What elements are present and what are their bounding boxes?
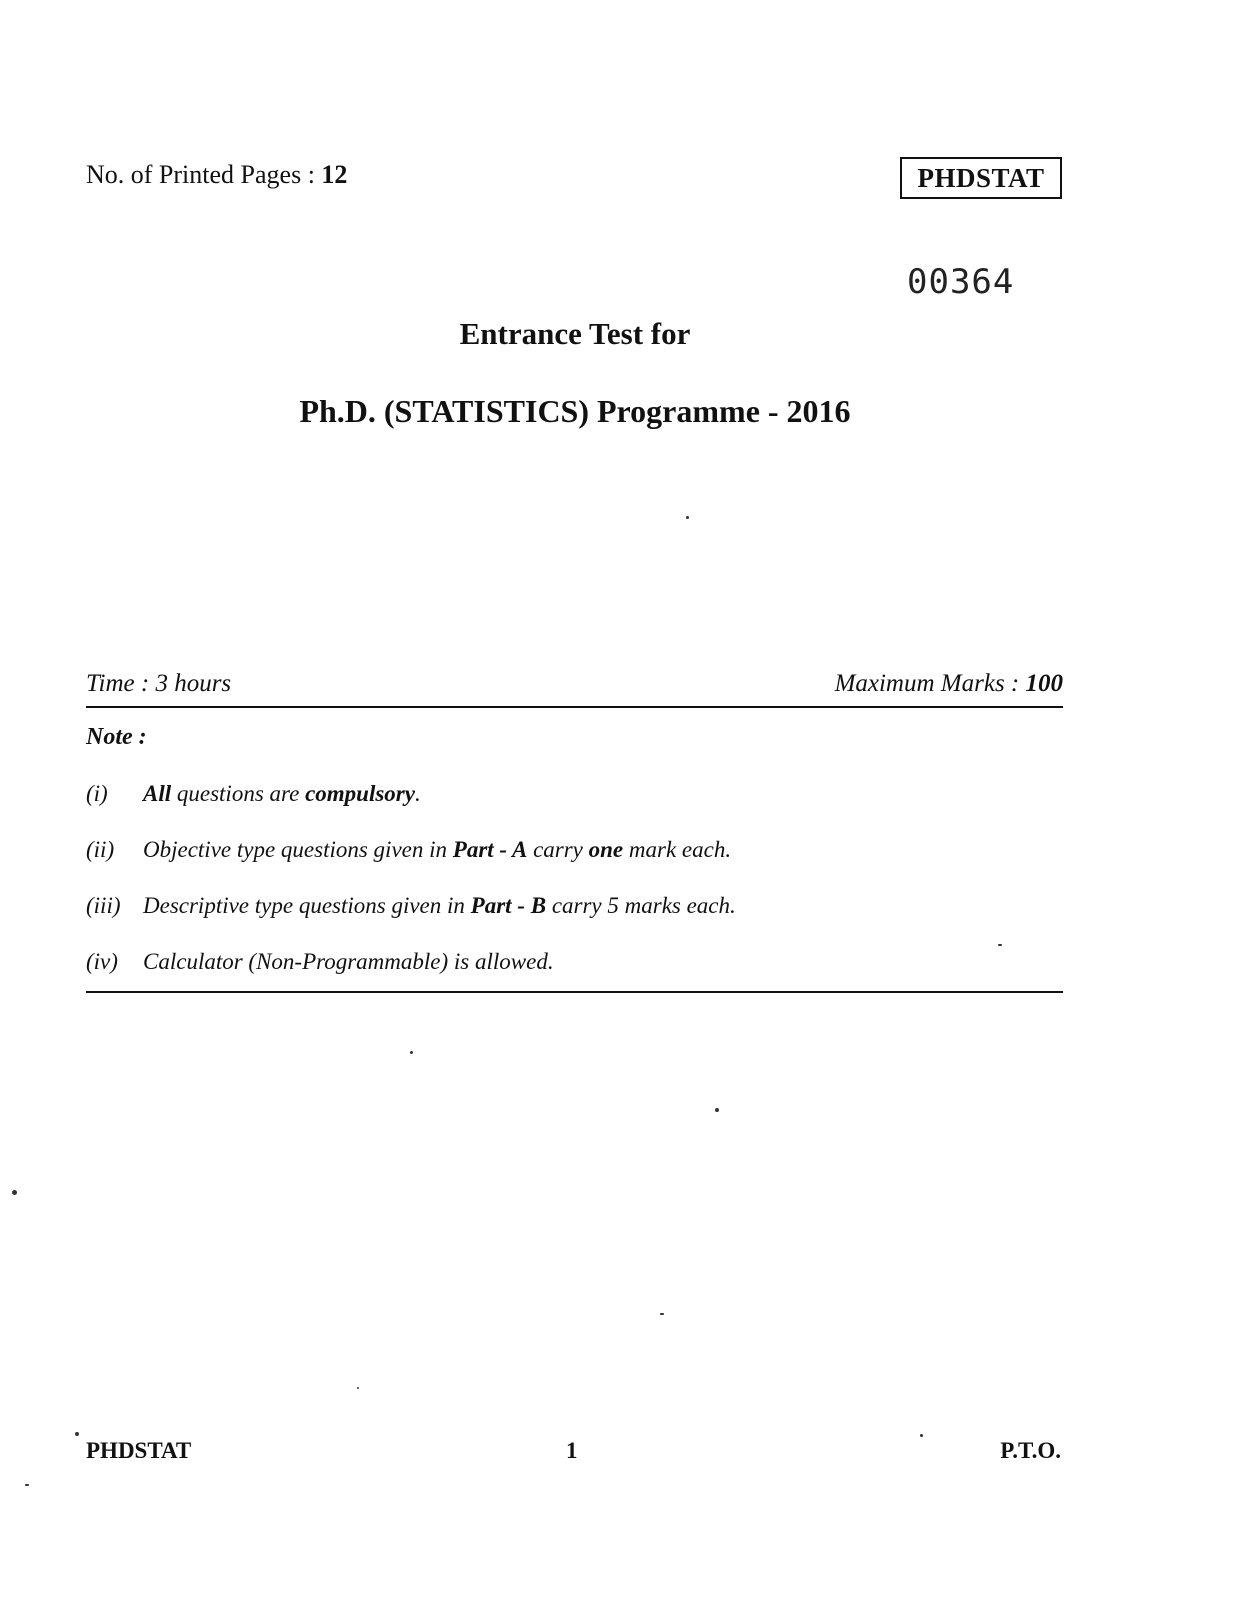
title-line-2: Ph.D. (STATISTICS) Programme - 2016: [299, 393, 851, 429]
scan-speck: [25, 1484, 29, 1486]
note-item: [86, 781, 421, 807]
note-item-text: Objective type questions given in: [143, 837, 453, 862]
title-line-1: Entrance Test for: [459, 316, 691, 351]
note-item-text: mark each.: [623, 837, 732, 862]
note-item-number: (iv): [86, 949, 118, 974]
note-item-text: Calculator (Non-Programmable) is allowed.: [143, 949, 554, 974]
scan-speck: [660, 1313, 664, 1315]
printed-pages-count: [86, 160, 347, 190]
footer-pto: P.T.O.: [1000, 1438, 1061, 1463]
top-divider: [86, 706, 1063, 708]
time-allowed: Time : 3 hours: [86, 670, 232, 697]
note-item-number: (i): [86, 781, 108, 806]
scan-speck: [410, 1051, 413, 1054]
bottom-divider: [86, 991, 1063, 993]
note-item: [86, 893, 736, 919]
note-item-text: questions are: [171, 781, 306, 806]
scan-speck: [920, 1434, 923, 1437]
footer-page-number: 1: [566, 1438, 578, 1463]
scan-speck: [75, 1432, 79, 1436]
note-item-text-bold: All: [143, 781, 172, 806]
note-item-number: (ii): [86, 837, 115, 862]
note-item-text: Descriptive type questions given in: [143, 893, 471, 918]
note-item-number: (iii): [86, 893, 121, 918]
note-item-text-bold: Part - B: [470, 893, 547, 918]
paper-code: PHDSTAT: [917, 163, 1045, 193]
paper-code-box: [900, 157, 1062, 199]
maximum-marks: [835, 670, 1063, 698]
note-item-text-bold: compulsory: [305, 781, 415, 806]
printed-pages-value: 12: [321, 160, 348, 189]
scan-speck: [715, 1108, 719, 1112]
printed-pages-label: No. of Printed Pages :: [86, 160, 315, 189]
serial-number: 00364: [907, 262, 1015, 302]
note-item: [86, 949, 554, 975]
footer-paper-code: PHDSTAT: [86, 1438, 192, 1463]
scan-speck: [998, 944, 1002, 946]
maximum-marks-value: 100: [1025, 670, 1063, 697]
note-heading: Note :: [86, 724, 147, 750]
scan-speck: [686, 516, 689, 519]
note-item-text: carry 5 marks each.: [546, 893, 736, 918]
note-item-text: .: [414, 781, 421, 806]
note-item: [86, 837, 731, 863]
note-item-text-bold: one: [588, 837, 624, 862]
note-item-text-bold: Part - A: [452, 837, 528, 862]
maximum-marks-label: Maximum Marks :: [834, 670, 1020, 697]
scan-speck: [357, 1387, 359, 1389]
note-item-text: carry: [527, 837, 589, 862]
scan-speck: [12, 1190, 17, 1195]
